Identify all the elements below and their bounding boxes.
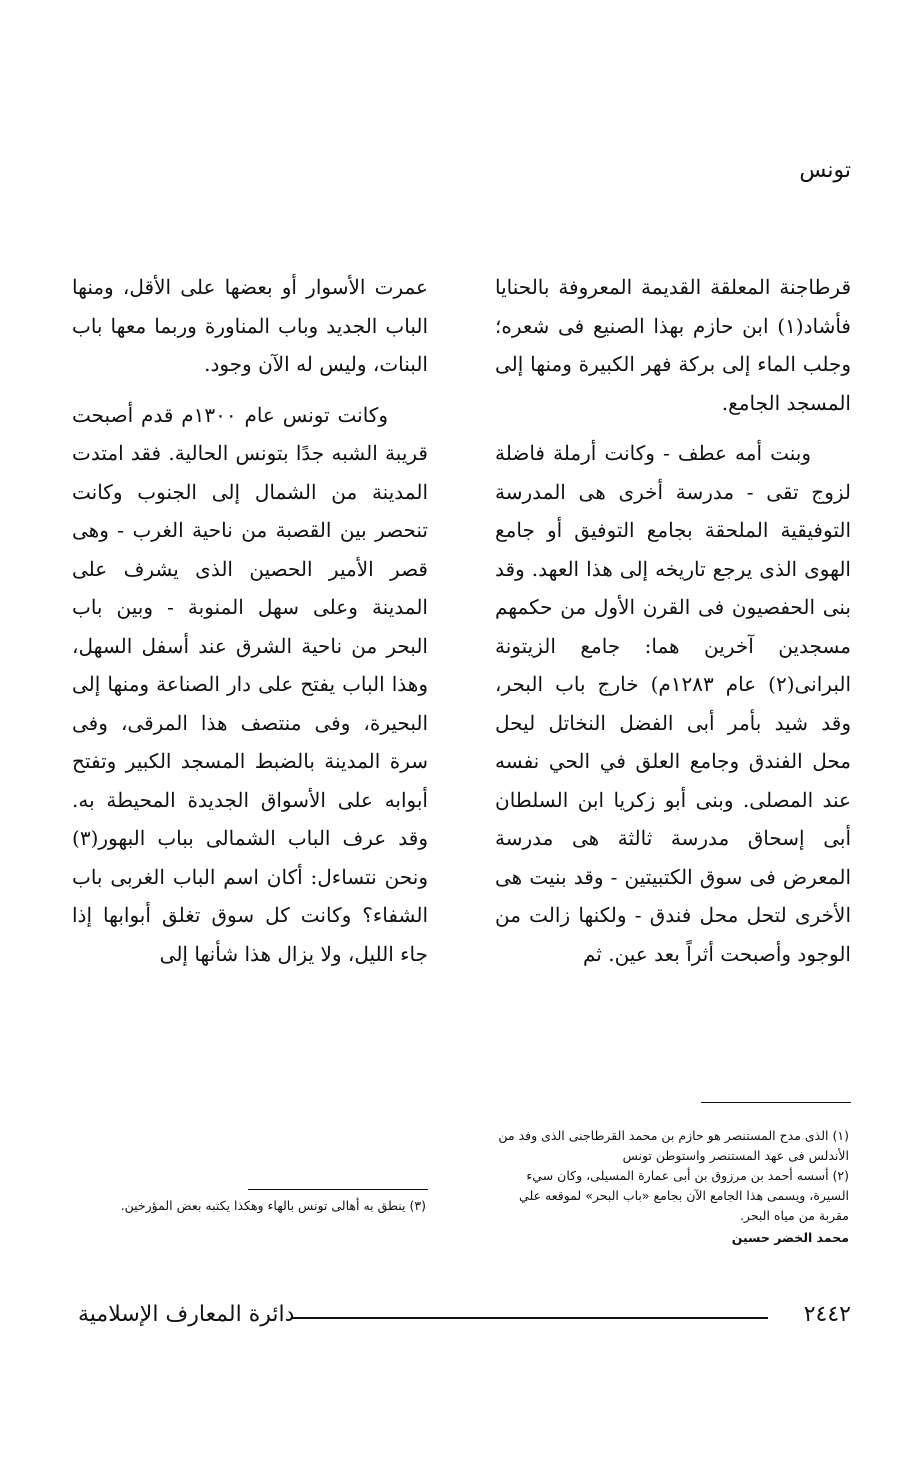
paragraph: وبنت أمه عطف - وكانت أرملة فاضلة لزوج تقى - مدرسة أخرى هى المدرسة التوفيقية الملحقة بجامع التوفيق أو جامع الهوى الذى يرجع تاريخه إلى هذا العهد. وقد بنى الحفصيون فى القرن الأول من حكمهم مسجدين آخرين هما: جامع الزيتونة البرانى(٢) عام ١٢٨٣م) خارج باب البحر، وقد شيد بأمر أبى الفضل النخاتل ليحل محل الفندق وجامع العلق في الحي نفسه عند المصلى. وبنى أبو زكريا ابن السلطان أبى إسحاق مدرسة ثالثة هى مدرسة المعرض فى سوق الكتبيتين - وقد بنيت هى الأخرى لتحل محل فندق - ولكنها زالت من الوجود وأصبحت أثراً بعد عين. ثم	[495, 441, 852, 966]
page-number: ٢٤٤٢	[803, 1302, 851, 1327]
page-footer	[0, 1302, 921, 1334]
footnote-divider	[248, 1189, 428, 1190]
paragraph: عمرت الأسوار أو بعضها على الأقل، ومنها الباب الجديد وباب المناورة وربما معها باب البنات، وليس له الآن وجود.	[72, 275, 428, 376]
footnote: (١) الذى مدح المستنصر هو حازم بن محمد القرطاجنى الذى وفد من الأندلس فى عهد المستنصر واستوطن تونس	[498, 1128, 849, 1163]
running-header: تونس	[799, 158, 851, 183]
footnote: (٣) ينطق به أهالى تونس بالهاء وهكذا يكتبه بعض المؤرخين.	[120, 1198, 426, 1213]
footer-divider	[292, 1317, 768, 1319]
text-column-right	[495, 268, 851, 973]
footnote: (٢) أسسه أحمد بن مرزوق بن أبى عمارة المسيلى، وكان سيء السيرة، ويسمى هذا الجامع الآن بجامع «باب البحر» لموقعه علي مقربة من مياه البحر.	[519, 1168, 849, 1223]
publication-title: دائرة المعارف الإسلامية	[78, 1302, 295, 1327]
footnotes-left	[68, 1196, 428, 1216]
footnote-divider	[701, 1102, 851, 1103]
author-signature: محمد الخضر حسين	[731, 1230, 849, 1245]
paragraph: قرطاجنة المعلقة القديمة المعروفة بالحنايا فأشاد(١) ابن حازم بهذا الصنيع فى شعره؛ وجلب الماء إلى بركة فهر الكبيرة ومنها إلى المسجد الجامع.	[495, 275, 851, 415]
paragraph: وكانت تونس عام ١٣٠٠م قدم أصبحت قريبة الشبه جدًا بتونس الحالية. فقد امتدت المدينة من الشمال إلى الجنوب وكانت تنحصر بين القصبة من ناحية الغرب - وهى قصر الأمير الحصين الذى يشرف على المدينة وعلى سهل المنوبة - وبين باب البحر من ناحية الشرق عند أسفل السهل، وهذا الباب يفتح على دار الصناعة ومنها إلى البحيرة، وفى منتصف هذا المرقى، وفى سرة المدينة بالضبط المسجد الكبير وتفتح أبوابه على الأسواق الجديدة المحيطة به. وقد عرف الباب الشمالى بباب البهور(٣) ونحن نتساءل: أكان اسم الباب الغربى باب الشفاء؟ وكانت كل سوق تغلق أبوابها إذا جاء الليل، ولا يزال هذا شأنها إلى	[72, 402, 428, 966]
text-column-left	[72, 268, 428, 973]
footnotes-right	[491, 1126, 851, 1248]
